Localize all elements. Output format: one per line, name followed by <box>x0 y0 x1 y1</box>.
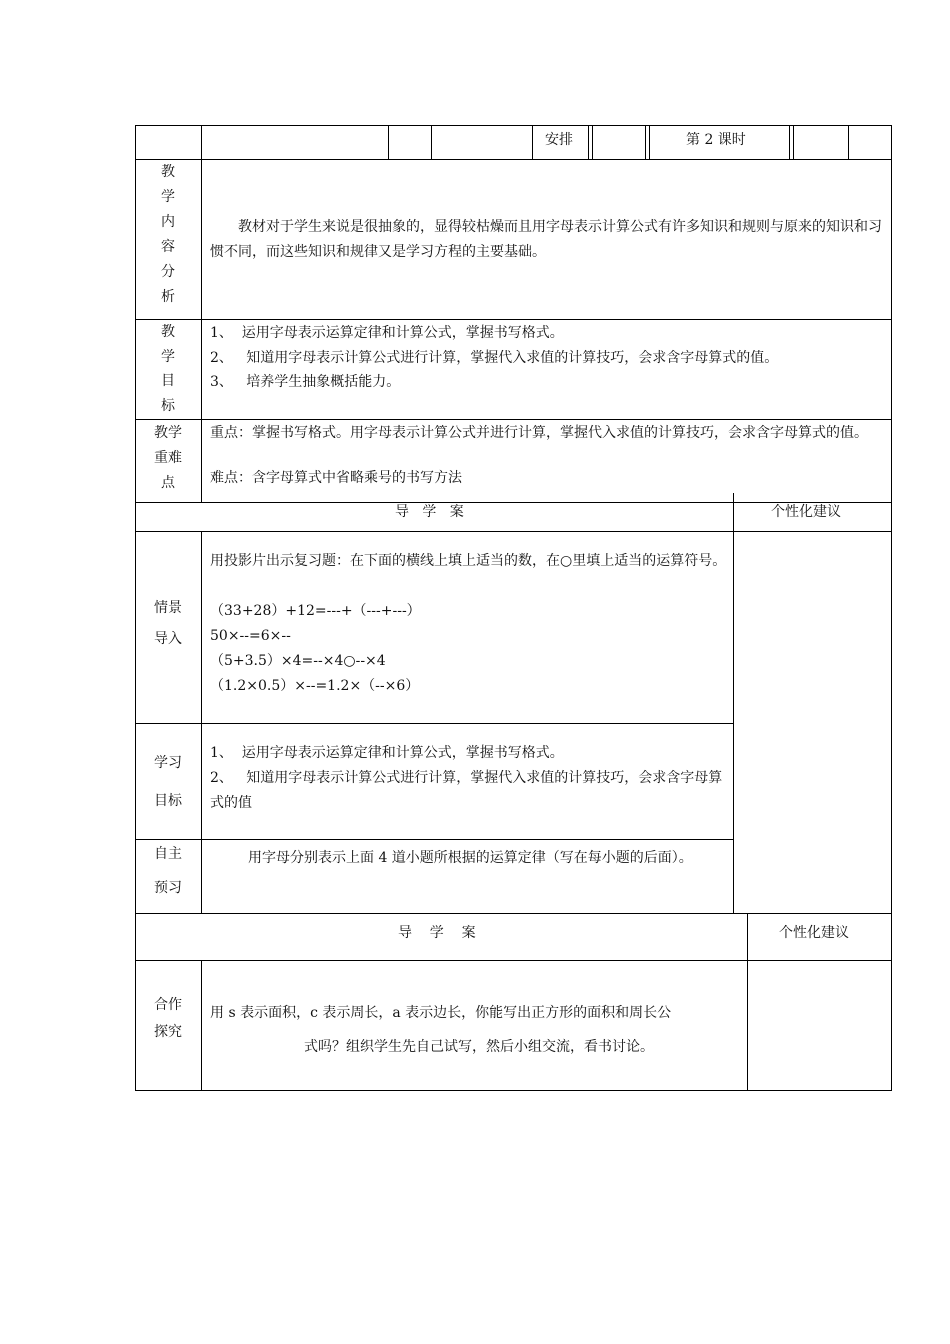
cooperation-label: 合作 探究 <box>154 997 182 1040</box>
intro-label: 情景 导入 <box>154 600 182 647</box>
teaching-goal-3: 3、 培养学生抽象概括能力。 <box>210 374 401 390</box>
intro-exercise-1: （33+28）+12=---+（---+---） <box>210 603 421 619</box>
difficult-points-text: 难点：含字母算式中省略乘号的书写方法 <box>210 470 462 486</box>
teaching-goal-2: 2、 知道用字母表示计算公式进行计算，掌握代入求值的计算技巧，会求含字母算式的值。 <box>210 350 779 366</box>
section-title-2: 导 学 案 <box>398 925 476 941</box>
key-points-label: 教学 重难 点 <box>154 425 182 491</box>
teaching-goal-1: 1、 运用字母表示运算定律和计算公式，掌握书写格式。 <box>210 325 564 341</box>
preview-text: 用字母分别表示上面 4 道小题所根据的运算定律（写在每小题的后面）。 <box>248 850 693 866</box>
arrange-label: 安排 <box>545 132 573 148</box>
intro-exercise-2: 50×--=6×-- <box>210 628 291 644</box>
intro-exercise-3: （5+3.5）×4=--×4○--×4 <box>210 653 386 669</box>
preview-label: 自主 预习 <box>154 846 182 896</box>
cooperation-text-line-1: 用 s 表示面积，c 表示周长，a 表示边长，你能写出正方形的面积和周长公 <box>210 1005 672 1021</box>
learning-goals-label: 学习 目标 <box>154 755 182 809</box>
advice-header-1: 个性化建议 <box>771 504 841 520</box>
intro-exercise-4: （1.2×0.5）×--=1.2×（--×6） <box>210 678 420 694</box>
lesson-number-label: 第 2 课时 <box>686 132 746 148</box>
key-points-text: 重点：掌握书写格式。用字母表示计算公式并进行计算，掌握代入求值的计算技巧，会求含字母算式的值。 <box>210 425 868 441</box>
content-analysis-label: 教 学 内 容 分 析 <box>161 164 175 305</box>
teaching-goals-label: 教 学 目 标 <box>161 324 175 414</box>
cooperation-text-line-2: 式吗？组织学生先自己试写，然后小组交流，看书讨论。 <box>304 1039 654 1055</box>
advice-header-2: 个性化建议 <box>779 925 849 941</box>
intro-text: 用投影片出示复习题：在下面的横线上填上适当的数，在○里填上适当的运算符号。 <box>210 553 727 569</box>
section-title-1: 导 学 案 <box>395 504 464 520</box>
lesson-table-1 <box>135 125 892 503</box>
content-analysis-text: 教材对于学生来说是很抽象的，显得较枯燥而且用字母表示计算公式有许多知识和规则与原来的知识和习惯不同，而这些知识和规律又是学习方程的主要基础。 <box>210 219 882 260</box>
learning-goal-2: 2、 知道用字母表示计算公式进行计算，掌握代入求值的计算技巧，会求含字母算式的值 <box>210 770 723 811</box>
learning-goal-1: 1、 运用字母表示运算定律和计算公式，掌握书写格式。 <box>210 745 564 761</box>
